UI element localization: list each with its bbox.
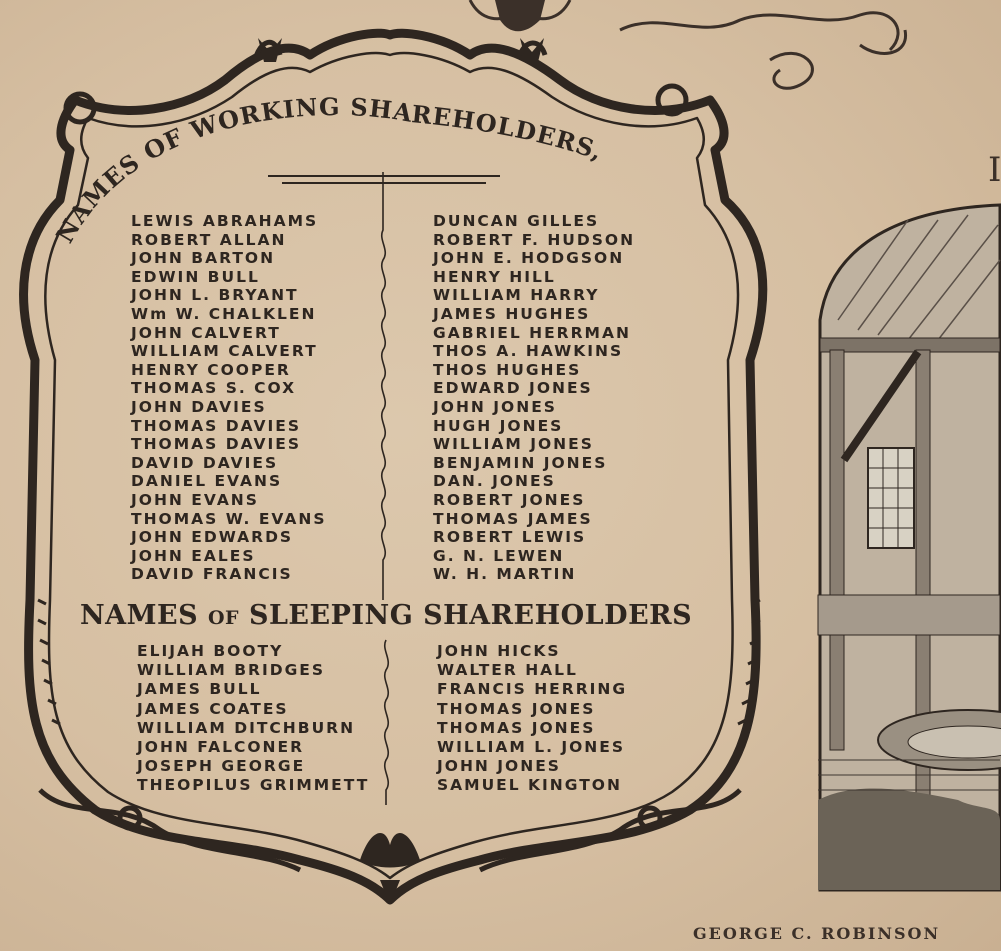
sleeping-shareholder-name: THOMAS JONES: [437, 699, 596, 718]
sleeping-shareholder-name: WILLIAM DITCHBURN: [137, 718, 356, 737]
working-heading: NAMES OF WORKING SHAREHOLDERS,: [50, 91, 608, 248]
sleeping-shareholder-name: FRANCIS HERRING: [437, 680, 628, 699]
working-shareholder-name: THOMAS S. COX: [131, 379, 297, 398]
sleeping-shareholder-name: WILLIAM L. JONES: [437, 738, 626, 757]
working-shareholder-name: JOHN EVANS: [131, 490, 259, 509]
working-shareholder-name: DAN. JONES: [433, 472, 556, 491]
mill-interior-illustration: [818, 200, 1000, 890]
working-shareholder-name: LEWIS ABRAHAMS: [131, 212, 319, 230]
working-shareholder-name: JAMES HUGHES: [433, 304, 591, 323]
sleeping-shareholder-name: JOHN FALCONER: [137, 738, 305, 757]
working-shareholder-name: HENRY HILL: [433, 267, 556, 286]
working-shareholder-name: THOS A. HAWKINS: [433, 342, 624, 361]
working-shareholder-name: JOHN CALVERT: [131, 323, 281, 342]
sleeping-heading: [80, 600, 730, 631]
working-shareholder-name: DANIEL EVANS: [131, 472, 283, 491]
cropped-title-letter: I: [988, 150, 1001, 190]
working-shareholder-name: HENRY COOPER: [131, 360, 291, 379]
sleeping-shareholder-name: WILLIAM BRIDGES: [137, 661, 326, 680]
working-shareholder-name: THOMAS JAMES: [433, 509, 593, 528]
working-shareholder-name: ROBERT F. HUDSON: [433, 230, 636, 249]
working-shareholder-name: GABRIEL HERRMAN: [433, 323, 631, 342]
working-shareholder-name: BENJAMIN JONES: [433, 453, 608, 472]
sleeping-left-list: [137, 642, 369, 796]
working-shareholder-name: ROBERT ALLAN: [131, 230, 287, 249]
working-shareholder-name: EDWIN BULL: [131, 267, 260, 286]
working-shareholder-name: THOS HUGHES: [433, 360, 582, 379]
sleeping-shareholder-name: SAMUEL KINGTON: [437, 776, 622, 795]
working-right-list: [433, 212, 635, 584]
sleeping-right-list: [437, 642, 627, 796]
sleeping-shareholder-name: JOHN JONES: [437, 757, 561, 776]
working-shareholder-name: JOHN BARTON: [131, 249, 276, 268]
working-shareholder-name: JOHN E. HODGSON: [433, 249, 625, 268]
working-shareholder-name: THOMAS W. EVANS: [131, 509, 327, 528]
working-shareholder-name: W. H. MARTIN: [433, 565, 577, 584]
sleeping-shareholder-name: JAMES BULL: [137, 680, 262, 699]
sleeping-shareholder-name: WALTER HALL: [437, 661, 578, 680]
sleeping-heading-names: NAMES: [80, 600, 199, 631]
sleeping-heading-of: OF: [208, 607, 240, 629]
working-shareholder-name: ROBERT JONES: [433, 490, 586, 509]
top-flourish-fill: [495, 0, 545, 31]
sleeping-shareholder-name: THOMAS JONES: [437, 718, 596, 737]
working-shareholder-name: DUNCAN GILLES: [433, 212, 600, 230]
working-shareholder-name: WILLIAM JONES: [433, 435, 594, 454]
working-shareholder-name: JOHN JONES: [433, 397, 557, 416]
working-shareholder-name: G. N. LEWEN: [433, 546, 565, 565]
working-shareholder-name: JOHN DAVIES: [131, 397, 267, 416]
working-shareholder-name: JOHN L. BRYANT: [131, 286, 299, 305]
column-divider-lower: [385, 640, 389, 805]
working-shareholder-name: ROBERT LEWIS: [433, 528, 587, 547]
working-shareholder-name: HUGH JONES: [433, 416, 564, 435]
sleeping-heading-rest: SLEEPING SHAREHOLDERS: [248, 600, 693, 631]
working-shareholder-name: DAVID DAVIES: [131, 453, 279, 472]
working-shareholder-name: JOHN EALES: [131, 546, 256, 565]
working-shareholder-name: JOHN EDWARDS: [131, 528, 294, 547]
working-shareholder-name: WILLIAM CALVERT: [131, 342, 318, 361]
sleeping-shareholder-name: JAMES COATES: [137, 699, 289, 718]
sleeping-shareholder-name: JOHN HICKS: [437, 642, 561, 660]
working-shareholder-name: WILLIAM HARRY: [433, 286, 600, 305]
engraver-credit: GEORGE C. ROBINSON: [693, 924, 941, 943]
sleeping-shareholder-name: THEOPILUS GRIMMETT: [137, 776, 370, 795]
working-left-list: [131, 212, 326, 584]
working-shareholder-name: THOMAS DAVIES: [131, 416, 302, 435]
column-divider: [382, 172, 386, 600]
working-shareholder-name: THOMAS DAVIES: [131, 435, 302, 454]
working-shareholder-name: EDWARD JONES: [433, 379, 593, 398]
sleeping-shareholder-name: ELIJAH BOOTY: [137, 642, 284, 660]
working-shareholder-name: DAVID FRANCIS: [131, 565, 293, 584]
working-shareholder-name: Wm W. CHALKLEN: [131, 304, 317, 323]
sleeping-shareholder-name: JOSEPH GEORGE: [137, 757, 306, 776]
